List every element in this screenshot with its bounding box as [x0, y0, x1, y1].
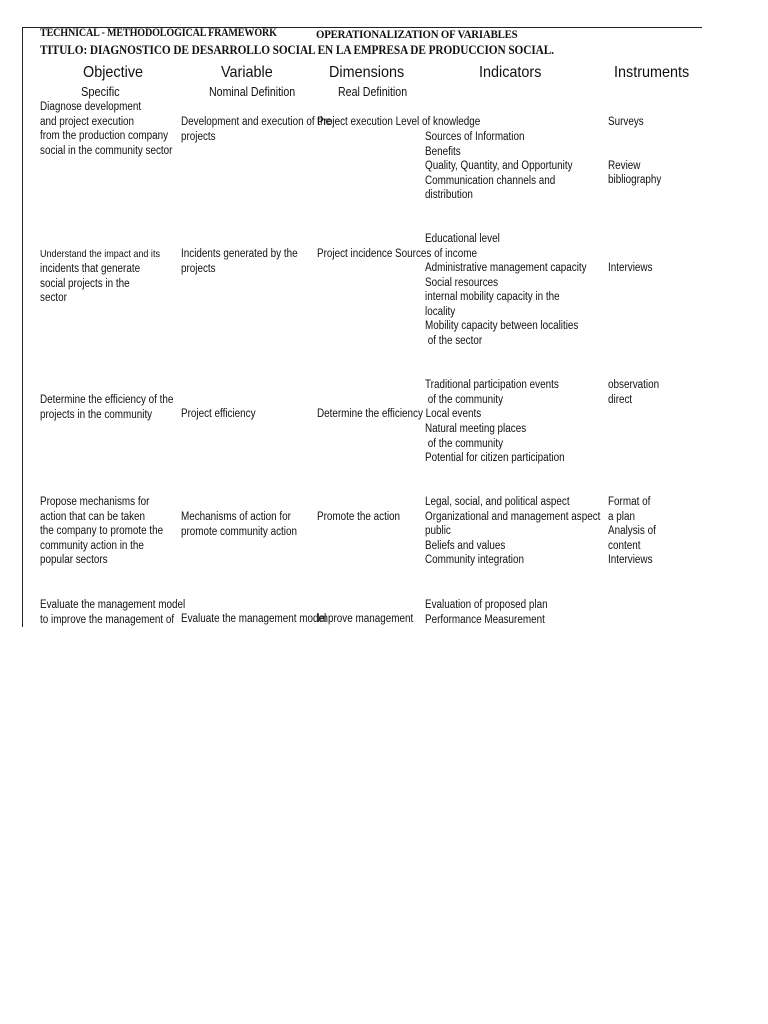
row4-instruments: Format of a plan Analysis of content Interviews	[608, 496, 656, 567]
row2-objective: incidents that generate social projects in the sector	[40, 263, 141, 305]
row5-dimension: Improve management	[317, 613, 414, 625]
row3-dimension: Determine the efficiency Local events	[317, 408, 482, 420]
header-instruments: Instruments	[614, 64, 690, 81]
row1-indicators: Sources of Information Benefits Quality, Quantity, and Opportunity Communication channels and distribution	[425, 131, 573, 202]
framework-title: TECHNICAL - METHODOLOGICAL FRAMEWORK	[40, 27, 277, 39]
row1-objective: Diagnose development and project execution from the production company social in the community sector	[40, 101, 173, 157]
row4-objective: Propose mechanisms for action that can be taken the company to promote the community action in the popular sectors	[40, 496, 164, 567]
row3-instruments: observation direct	[608, 379, 660, 406]
row2-indicator-educational-level: Educational level	[425, 233, 500, 245]
row3-indicators: Natural meeting places of the community Potential for citizen participation	[425, 423, 565, 465]
row3-indicators-participation-events: Traditional participation events of the community	[425, 379, 559, 406]
row3-objective: Determine the efficiency of the projects in the community	[40, 394, 174, 421]
header-variable: Variable	[221, 64, 273, 81]
document-subtitle: TITULO: DIAGNOSTICO DE DESARROLLO SOCIAL EN LA EMPRESA DE PRODUCCION SOCIAL.	[40, 43, 554, 57]
row2-objective-first-line: Understand the impact and its	[40, 248, 160, 260]
row2-variable: Incidents generated by the projects	[181, 248, 298, 275]
row4-variable: Mechanisms of action for promote community action	[181, 511, 297, 538]
header-dimensions: Dimensions	[329, 64, 405, 81]
left-rule	[22, 27, 23, 627]
header-indicators: Indicators	[479, 64, 542, 81]
row4-dimension: Promote the action	[317, 511, 401, 523]
row2-instruments: Interviews	[608, 262, 653, 274]
row2-dimension: Project incidence Sources of income	[317, 248, 477, 260]
row1-dimension: Project execution Level of knowledge	[317, 116, 481, 128]
subheader-real-definition: Real Definition	[338, 85, 408, 99]
row2-indicators: Administrative management capacity Social resources internal mobility capacity in the locality Mobility capacity between localities of the sector	[425, 262, 587, 347]
row3-variable: Project efficiency	[181, 408, 256, 420]
header-objective: Objective	[83, 64, 144, 81]
row5-objective: Evaluate the management model to improve the management of	[40, 599, 186, 626]
row1-instruments: Surveys Review bibliography	[608, 116, 662, 187]
row5-variable: Evaluate the management model	[181, 613, 327, 625]
subheader-specific: Specific	[81, 84, 120, 99]
row4-indicators: Legal, social, and political aspect Organizational and management aspect public Beliefs and values Community integration	[425, 496, 601, 567]
subheader-nominal-definition: Nominal Definition	[209, 85, 296, 99]
row1-variable: Development and execution of the projects	[181, 116, 332, 143]
row5-indicators: Evaluation of proposed plan Performance Measurement	[425, 599, 548, 626]
operationalization-title: OPERATIONALIZATION OF VARIABLES	[316, 27, 518, 41]
